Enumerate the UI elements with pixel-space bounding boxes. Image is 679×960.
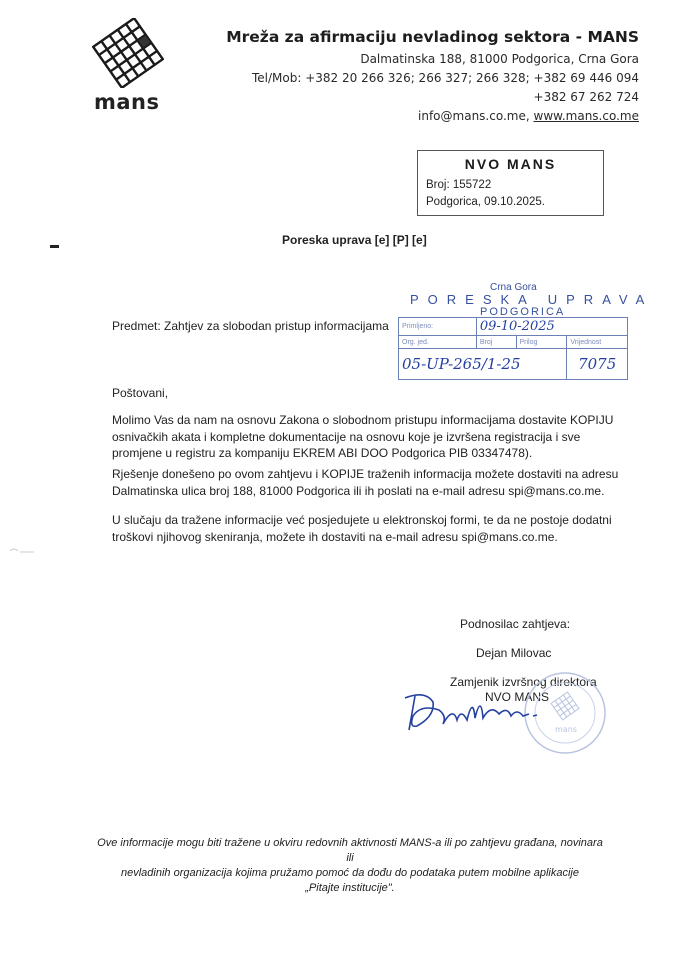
org-address: Dalmatinska 188, 81000 Podgorica, Crna Gora [360,52,639,66]
reference-number: Broj: 155722 [426,179,492,191]
org-phones: Tel/Mob: +382 20 266 326; 266 327; 266 328; +382 69 446 094 [252,71,639,85]
stamp-col-org: Org. jed. [399,336,477,349]
handwritten-signature-icon [395,686,565,736]
stamp-city: PODGORICA [480,306,566,318]
stamp-received-label: Primljeno: [399,318,477,336]
svg-text:mans: mans [555,725,577,734]
grid-logo-icon [92,18,164,88]
reference-place-date: Podgorica, 09.10.2025. [426,196,545,208]
margin-dash [50,245,59,248]
greeting: Poštovani, [112,386,169,400]
org-phones-2: +382 67 262 724 [533,90,639,104]
stamp-table [398,317,628,380]
margin-mark-icon [8,545,36,555]
signatory-org: NVO MANS [485,690,550,704]
stamp-authority: PORESKA UPRAVA [410,292,654,307]
stamp-value: 7075 [567,349,628,380]
reference-title: NVO MANS [464,156,557,172]
org-name: Mreža za afirmaciju nevladinog sektora - MANS [226,28,639,46]
org-contact [418,109,639,123]
org-email: info@mans.co.me, [418,109,530,123]
body-paragraph-3: U slučaju da tražene informacije već posjedujete u elektronskoj formi, te da ne postoje dodatni troškovi njihovog skeniranja, možete ih dostaviti na e-mail adresu spi@mans.co.me. [112,513,612,544]
reference-box [417,150,604,216]
signature-label: Podnosilac zahtjeva: [460,617,571,631]
stamp-case-number: 05-UP-265/1-25 [399,349,567,380]
org-website-link[interactable]: www.mans.co.me [533,109,639,123]
recipient: Poreska uprava [e] [P] [e] [282,233,427,247]
mans-logo [92,18,164,113]
logo-wordmark: mans [94,90,160,114]
signatory-title: Zamjenik izvršnog direktora [450,675,597,689]
stamp-received-date: 09-10-2025 [476,318,627,336]
footer-line-3: „Pitajte institucije". [305,882,395,894]
body-paragraph-2: Rješenje donešeno po ovom zahtjevu i KOPIJE traženih informacija možete dostaviti na adresu Dalmatinska ulica broj 188, 81000 Podgorica ili ih poslati na e-mail adresu spi@mans.co.me. [112,467,619,498]
stamp-country: Crna Gora [490,282,537,293]
receipt-stamp [398,282,654,382]
subject-line: Predmet: Zahtjev za slobodan pristup informacijama [112,319,389,333]
footer-line-2: nevladinih organizacija kojima pružamo pomoć da dođu do podataka putem mobilne aplikacije [121,867,579,879]
signatory-name: Dejan Milovac [476,646,552,660]
stamp-col-value: Vrijednost [567,336,628,349]
stamp-col-number: Broj [476,336,516,349]
footer-note [95,836,605,896]
footer-line-1: Ove informacije mogu biti tražene u okviru redovnih aktivnosti MANS-a ili po zahtjevu građana, novinara ili [97,837,603,864]
body-paragraph-1: Molimo Vas da nam na osnovu Zakona o slobodnom pristupu informacijama dostavite KOPIJU osnivačkih akata i kompletne dokumentacije na osnovu koje je izvršena registracija i sve promjene u registru za kompaniju EKREM ABI DOO Podgorica PIB 03347478). [112,413,614,460]
stamp-col-attachment: Prilog [516,336,567,349]
